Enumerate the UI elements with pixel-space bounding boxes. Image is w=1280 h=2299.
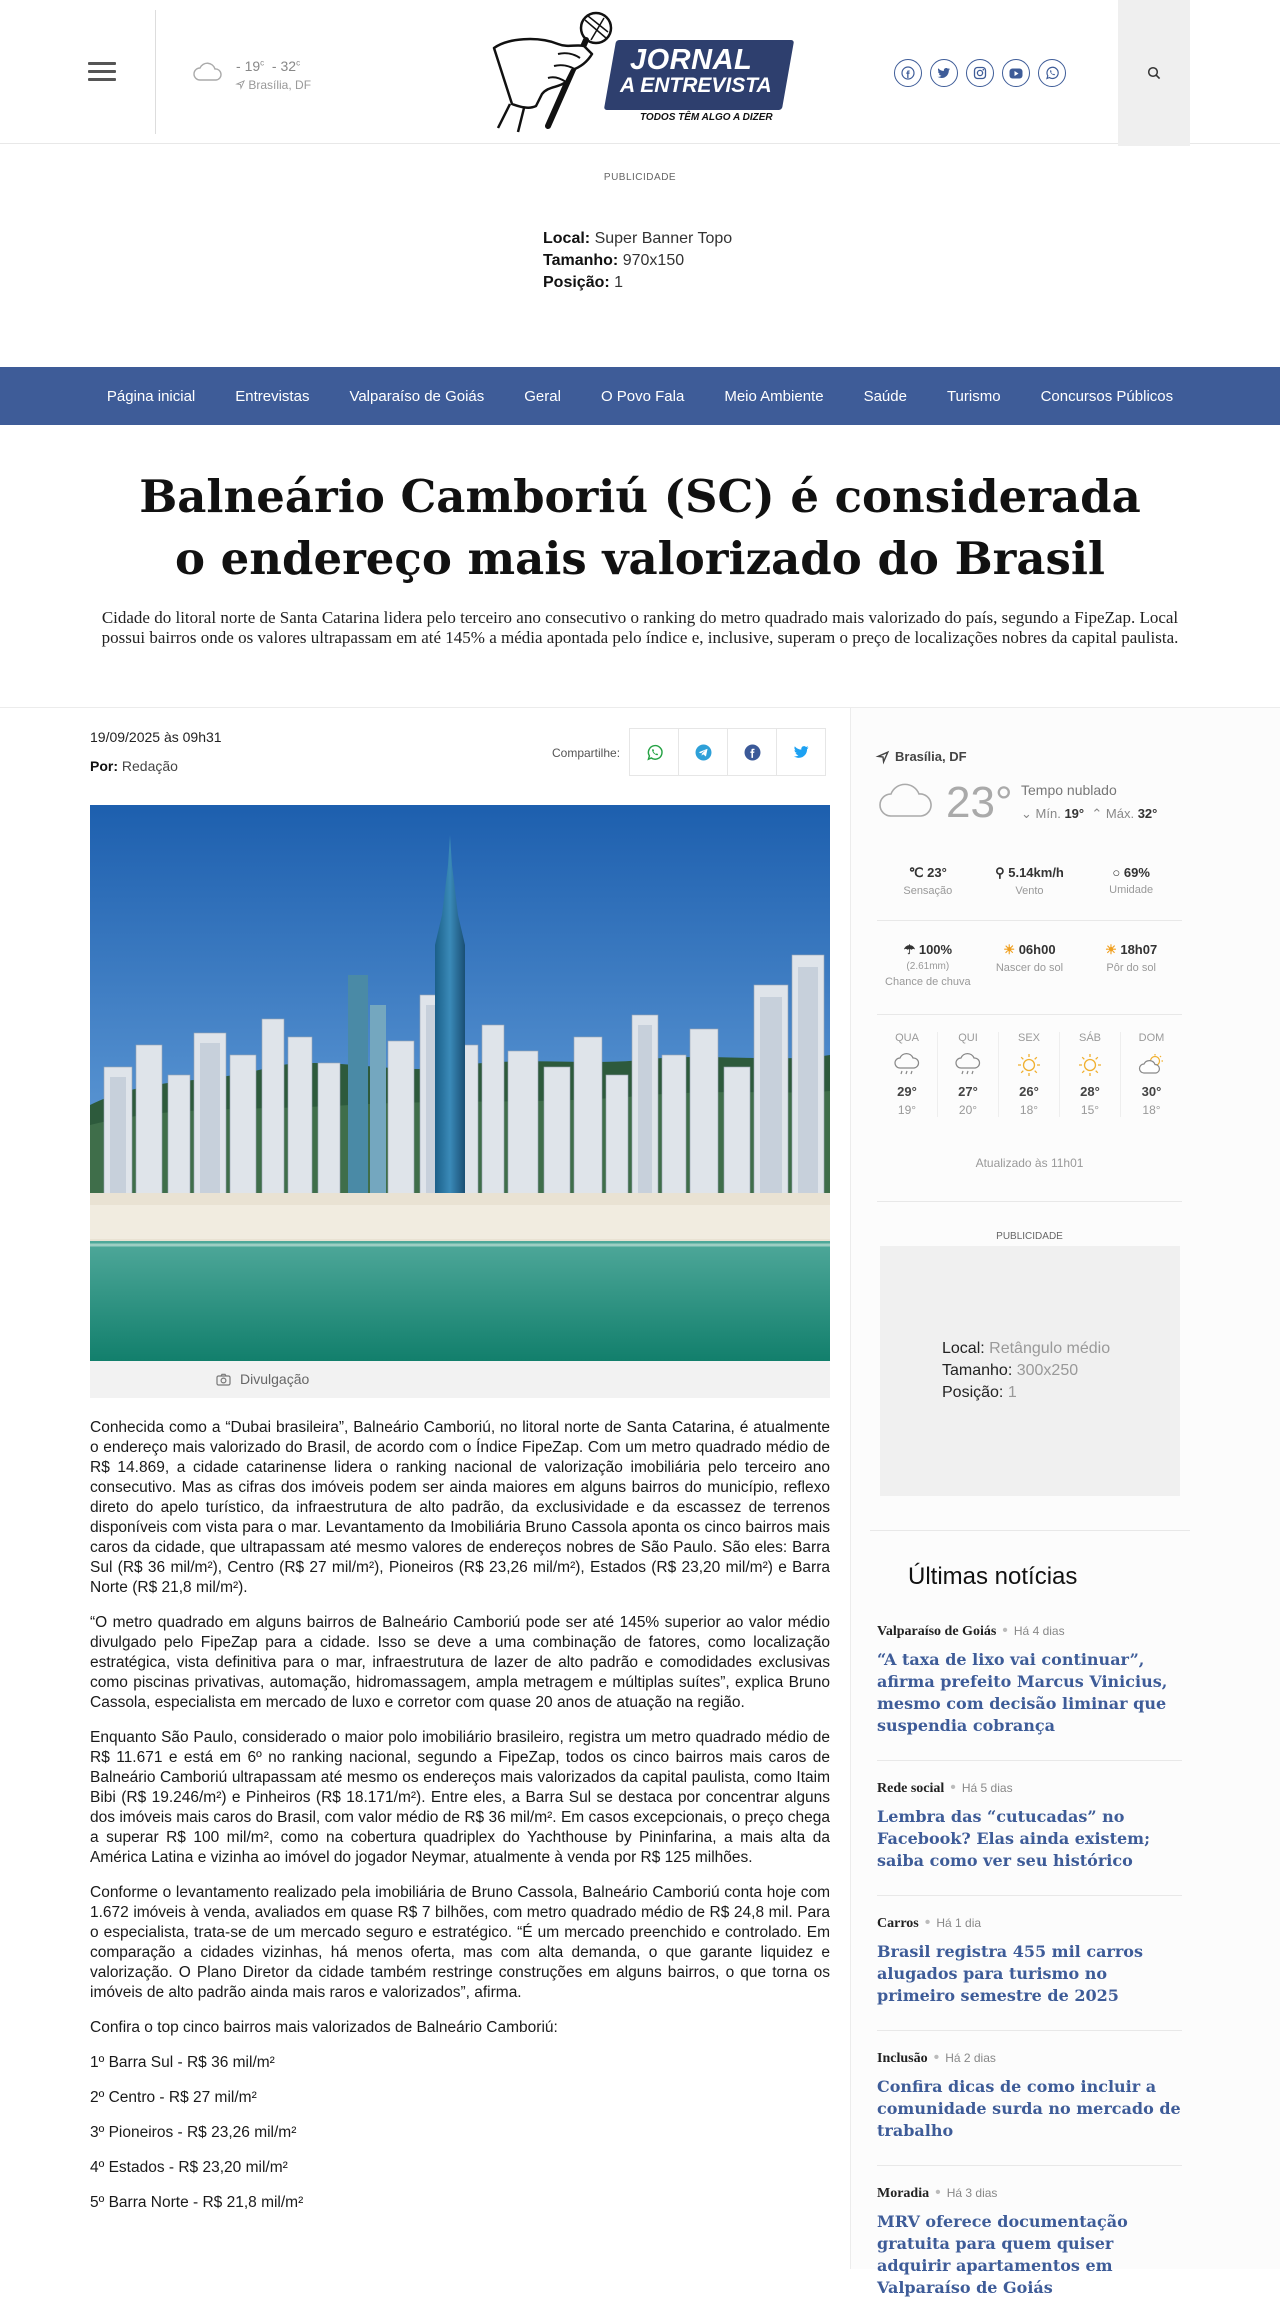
whatsapp-icon [646,744,663,761]
weather-divider [877,920,1182,921]
news-divider [877,2165,1182,2166]
weather-description: Tempo nublado [1021,782,1117,798]
sun-icon [1077,1052,1103,1078]
share-whatsapp-button[interactable] [629,728,679,776]
side-ad-local-label: Local: [942,1340,985,1357]
forecast-day [1121,1032,1182,1117]
dot-separator: • [933,2049,940,2066]
nav-meio-ambiente[interactable]: Meio Ambiente [724,387,824,405]
news-category[interactable]: Inclusão [877,2051,928,2066]
news-divider [877,1760,1182,1761]
feels-like-label: Sensação [903,885,953,897]
sidebar-divider [850,707,851,2269]
forecast-max: 29° [897,1084,917,1099]
site-header [0,0,1280,144]
article-author: Redação [121,758,178,774]
youtube-icon[interactable] [1002,59,1030,87]
forecast-day-label: SEX [1017,1032,1040,1044]
weather-max: 32° [1137,806,1158,821]
weather-feels-like [877,865,979,897]
twitter-icon [793,745,810,759]
ad-medium-rectangle[interactable] [880,1246,1180,1496]
news-category[interactable]: Rede social [877,1781,945,1796]
header-city-name: Brasília, DF [248,78,312,92]
partly-cloudy-icon [1137,1053,1167,1077]
ad-label: PUBLICIDADE [603,172,677,183]
rain-cloud-icon [953,1053,983,1077]
dot-separator: • [924,1914,931,1931]
social-links [894,59,1066,87]
news-title[interactable]: Lembra das “cutucadas” no Facebook? Elas ainda existem; saiba como ver seu histórico [877,1807,1150,1870]
forecast-min: 18° [1142,1103,1161,1117]
humidity-label: Umidade [1109,884,1154,896]
article-paragraph: “O metro quadrado em alguns bairros de Balneário Camboriú pode ser até 145% superior ao valor médio divulgado pelo FipeZap para a cidade. Isso se deve a uma combinação de fatores, como localização estratégica, vista definitiva para o mar, infraestrutura de lazer de alto padrão e comodidades exclusivas como piscinas privativas, automação, hidromassagem, ampla metragem e múltiplas suítes”, explica Bruno Cassola, especialista em mercado de luxo e corretor com quase 20 anos de atuação na região. [90,1614,830,1711]
nav-valparaiso[interactable]: Valparaíso de Goiás [349,387,485,405]
menu-icon[interactable] [88,62,116,82]
news-item[interactable] [877,1914,1182,2007]
weather-updated: Atualizado às 11h01 [975,1156,1084,1170]
forecast-max: 30° [1141,1084,1162,1099]
ad-local-label: Local: [543,230,591,247]
side-ad-local: Retângulo médio [989,1340,1111,1357]
side-ad-size: 300x250 [1016,1362,1079,1379]
facebook-icon [744,744,761,761]
ranking-item: 3º Pioneiros - R$ 23,26 mil/m² [90,2124,297,2141]
ad-size: 970x150 [622,252,685,269]
forecast-day [999,1032,1060,1117]
umbrella-icon: ☂ [903,942,916,957]
facebook-icon[interactable] [894,59,922,87]
search-button[interactable] [1118,0,1190,146]
ad-position-label: Posição: [543,274,610,291]
side-ad-position: 1 [1007,1384,1017,1401]
weather-max-label: Máx. [1105,806,1135,821]
article-title: Balneário Camboriú (SC) é considerada o endereço mais valorizado do Brasil [139,470,1141,585]
news-category[interactable]: Carros [877,1916,919,1931]
rain-chance-value: 100% [918,942,953,957]
sunset-label: Pôr do sol [1106,962,1156,974]
article-subtitle: Cidade do litoral norte de Santa Catarina lidera pelo terceiro ano consecutivo o ranking do metro quadrado mais valorizado do país, segundo a FipeZap. Local possui bairros onde os valores ultrapassam em até 145% a média apontada pelo índice e, inclusive, superam o preço de localizações nobres da capital paulista. [101,608,1179,647]
weather-min-max [1021,806,1157,822]
telegram-icon [695,744,712,761]
share-label: Compartilhe: [552,746,621,760]
weather-details-row2 [877,942,1182,988]
share-telegram-button[interactable] [678,728,728,776]
article-date: 19/09/2025 às 09h31 [90,729,222,745]
header-temps: - 19$^c$ - 32$^c$ [236,58,301,74]
microphone-hand-icon [488,8,618,136]
wind-label: Vento [1015,885,1044,897]
photo-caption [90,1361,830,1398]
nav-home[interactable]: Página inicial [106,387,196,405]
weather-sunrise [979,942,1081,988]
sunset-value: 18h07 [1120,942,1158,957]
wind-turbine-icon: ⚲ [995,865,1005,880]
weather-divider [877,1014,1182,1015]
location-arrow-icon [236,80,245,89]
article-paragraph: Conforme o levantamento realizado pela imobiliária de Bruno Cassola, Balneário Camboriú conta hoje com 1.672 imóveis à venda, avaliados em quase R$ 7 bilhões, com metro quadrado médio de R$ 24,8 mil. Para o especialista, trata-se de um mercado seguro e estratégico. “É um mercado preenchido e controlado. Em comparação a cidades vizinhas, há menos oferta, mas com alta demanda, o que garante liquidez e valorização. O Plano Diretor da cidade também restringe construções em alguns bairros, o que torna os imóveis de alto padrão ainda mais raros e valorizados”, afirma. [90,1884,830,2001]
main-nav [0,367,1280,425]
news-divider [877,2030,1182,2031]
nav-concursos[interactable]: Concursos Públicos [1040,387,1174,405]
news-divider [877,1895,1182,1896]
weather-temperature: 23° [946,778,1013,827]
news-item[interactable] [877,1622,1182,1737]
news-time: Há 3 dias [946,2186,998,2200]
chevron-up-icon: ⌃ [1091,806,1103,821]
nav-o-povo-fala[interactable]: O Povo Fala [600,387,685,405]
news-item[interactable] [877,1779,1182,1872]
article-paragraph: Confira o top cinco bairros mais valorizados de Balneário Camboriú: [90,2019,558,2036]
ad-local: Super Banner Topo [594,230,733,247]
dot-separator: • [950,1779,956,1796]
chevron-down-icon: ⌄ [1021,806,1032,821]
news-time: Há 4 dias [1013,1624,1065,1638]
news-item[interactable] [877,2184,1182,2299]
logo-title-line1: JORNAL [630,44,753,76]
news-time: Há 5 dias [961,1781,1013,1795]
droplet-icon: ○ [1112,865,1121,880]
twitter-icon[interactable] [930,59,958,87]
header-city [236,78,311,92]
weather-location [877,749,967,764]
weather-humidity [1080,865,1182,897]
cloud-icon [877,780,933,820]
weather-divider [877,1201,1182,1202]
dot-separator: • [1002,1622,1008,1639]
share-facebook-button[interactable] [727,728,777,776]
side-ad-label: PUBLICIDADE [996,1231,1063,1242]
article-byline [90,758,178,774]
ranking-item: 2º Centro - R$ 27 mil/m² [90,2089,257,2106]
weather-wind [979,865,1081,897]
side-ad-position-label: Posição: [942,1384,1004,1401]
sunset-icon: ☀ [1105,942,1117,957]
header-weather [192,56,342,96]
forecast-min: 20° [958,1103,978,1117]
forecast-day [877,1032,938,1117]
weather-sunset [1080,942,1182,988]
forecast-max: 27° [958,1084,978,1099]
sunrise-icon: ☀ [1003,942,1016,957]
search-icon [1147,66,1161,80]
header-temp-max: 32 [280,58,297,74]
photo-credit: Divulgação [240,1371,310,1387]
news-title[interactable]: Brasil registra 455 mil carros alugados para turismo no primeiro semestre de 2025 [877,1942,1143,2005]
forecast-min: 18° [1019,1103,1039,1117]
news-time: Há 2 dias [945,2051,996,2065]
forecast-day [938,1032,999,1117]
forecast-max: 28° [1080,1084,1100,1099]
header-divider [155,10,156,134]
rain-chance-label: Chance de chuva [885,976,971,988]
forecast-min: 15° [1080,1103,1100,1117]
wind-value: 5.14km/h [1008,865,1064,880]
weather-forecast [877,1032,1182,1117]
forecast-day-label: SÁB [1078,1032,1101,1044]
ranking-item: 5º Barra Norte - R$ 21,8 mil/m² [90,2194,304,2211]
share-twitter-button[interactable] [776,728,826,776]
article-paragraph: Conhecida como a “Dubai brasileira”, Balneário Camboriú, no litoral norte de Santa Catarina, é atualmente o endereço mais valorizado do Brasil, de acordo com o Índice FipeZap. Com um metro quadrado médio de R$ 14.869, a cidade catarinense lidera o ranking nacional de valorização imobiliária pelo terceiro ano consecutivo. Mas as cifras dos imóveis podem ser ainda maiores em alguns bairros do município, reflexo direto do apelo turístico, da infraestrutura de alto padrão, da exclusividade e da escassez de terrenos disponíveis com vista para o mar. Levantamento da Imobiliária Bruno Cassola aponta os cinco bairros mais caros da cidade, que ultrapassam até mesmo valores de endereços nobres de São Paulo. São eles: Barra Sul (R$ 36 mil/m²), Centro (R$ 27 mil/m²), Pioneiros (R$ 23,26 mil/m²), Estados (R$ 23,20 mil/m²) e Barra Norte (R$ 21,8 mil/m²). [90,1419,830,1596]
sunrise-label: Nascer do sol [995,962,1064,974]
weather-city: Brasília, DF [895,749,967,764]
city-skyline-image [90,805,830,1361]
forecast-day-label: QUI [958,1032,978,1044]
news-time: Há 1 dia [936,1916,982,1930]
forecast-day-label: DOM [1138,1032,1165,1044]
site-logo[interactable] [488,8,792,136]
instagram-icon[interactable] [966,59,994,87]
news-category[interactable]: Valparaíso de Goiás [877,1624,997,1639]
rain-cloud-icon [892,1053,922,1077]
ad-position: 1 [614,274,624,291]
logo-tagline: TODOS TÊM ALGO A DIZER [640,112,773,123]
nav-turismo[interactable]: Turismo [946,387,1001,405]
ranking-item: 4º Estados - R$ 23,20 mil/m² [90,2159,288,2176]
forecast-day-label: QUA [895,1032,919,1044]
nav-entrevistas[interactable]: Entrevistas [235,387,310,405]
article-photo[interactable] [90,805,830,1361]
feels-like-value: 23° [927,865,947,880]
news-item[interactable] [877,2049,1182,2142]
weather-details-row1 [877,865,1182,897]
share-buttons [630,728,826,776]
weather-min-label: Mín. [1035,806,1061,821]
weather-rain-chance [877,942,979,988]
nav-saude[interactable]: Saúde [863,387,907,405]
article-body [90,1418,830,2228]
byline-label: Por: [90,758,118,774]
rain-amount: (2.61mm) [906,961,950,972]
sun-icon [1016,1052,1042,1078]
logo-title-line2: A ENTREVISTA [620,74,772,97]
header-temp-min: 19 [244,58,261,74]
ranking-item: 1º Barra Sul - R$ 36 mil/m² [90,2054,275,2071]
thermometer-icon: ℃ [908,865,924,880]
news-title[interactable]: MRV oferece documentação gratuita para quem quiser adquirir apartamentos em Valparaíso de Goiás [877,2212,1128,2297]
news-title[interactable]: “A taxa de lixo vai continuar”, afirma prefeito Marcus Vinicius, mesmo com decisão liminar que suspendia cobrança [877,1650,1168,1735]
side-ad-size-label: Tamanho: [942,1362,1013,1379]
forecast-min: 19° [897,1103,917,1117]
article-paragraph: Enquanto São Paulo, considerado o maior polo imobiliário brasileiro, registra um metro quadrado médio de R$ 11.671 e está em 6º no ranking nacional, segundo a FipeZap, todos os cinco bairros mais caros de Balneário Camboriú ultrapassam até mesmo os endereços mais valorizados da capital paulista, como Itaim Bibi (R$ 19.246/m²) e Pinheiros (R$ 18.171/m²). Entre eles, a Barra Sul se destaca por concentrar alguns dos imóveis mais caros do Brasil, com valor médio de R$ 36 mil/m². Em casos excepcionais, o preço chega a superar R$ 100 mil/m², como na cobertura quadriplex do Yachthouse by Pininfarina, a mais alta da América Latina e vizinha ao imóvel do jogador Neymar, atualmente à venda por R$ 125 milhões. [90,1729,830,1866]
humidity-value: 69% [1123,865,1150,880]
dot-separator: • [935,2184,941,2201]
sunrise-value: 06h00 [1018,942,1056,957]
whatsapp-icon[interactable] [1038,59,1066,87]
sidebar-divider [870,1530,1190,1531]
nav-geral[interactable]: Geral [524,387,561,405]
news-category[interactable]: Moradia [877,2186,930,2201]
location-arrow-icon [877,751,889,763]
cloud-icon [192,62,222,82]
latest-news-title: Últimas notícias [908,1563,1078,1590]
news-title[interactable]: Confira dicas de como incluir a comunidade surda no mercado de trabalho [877,2077,1181,2140]
forecast-max: 26° [1019,1084,1039,1099]
ad-super-banner[interactable] [543,228,732,294]
weather-min: 19° [1064,806,1085,821]
camera-icon [216,1373,231,1386]
ad-size-label: Tamanho: [543,252,619,269]
forecast-day [1060,1032,1121,1117]
